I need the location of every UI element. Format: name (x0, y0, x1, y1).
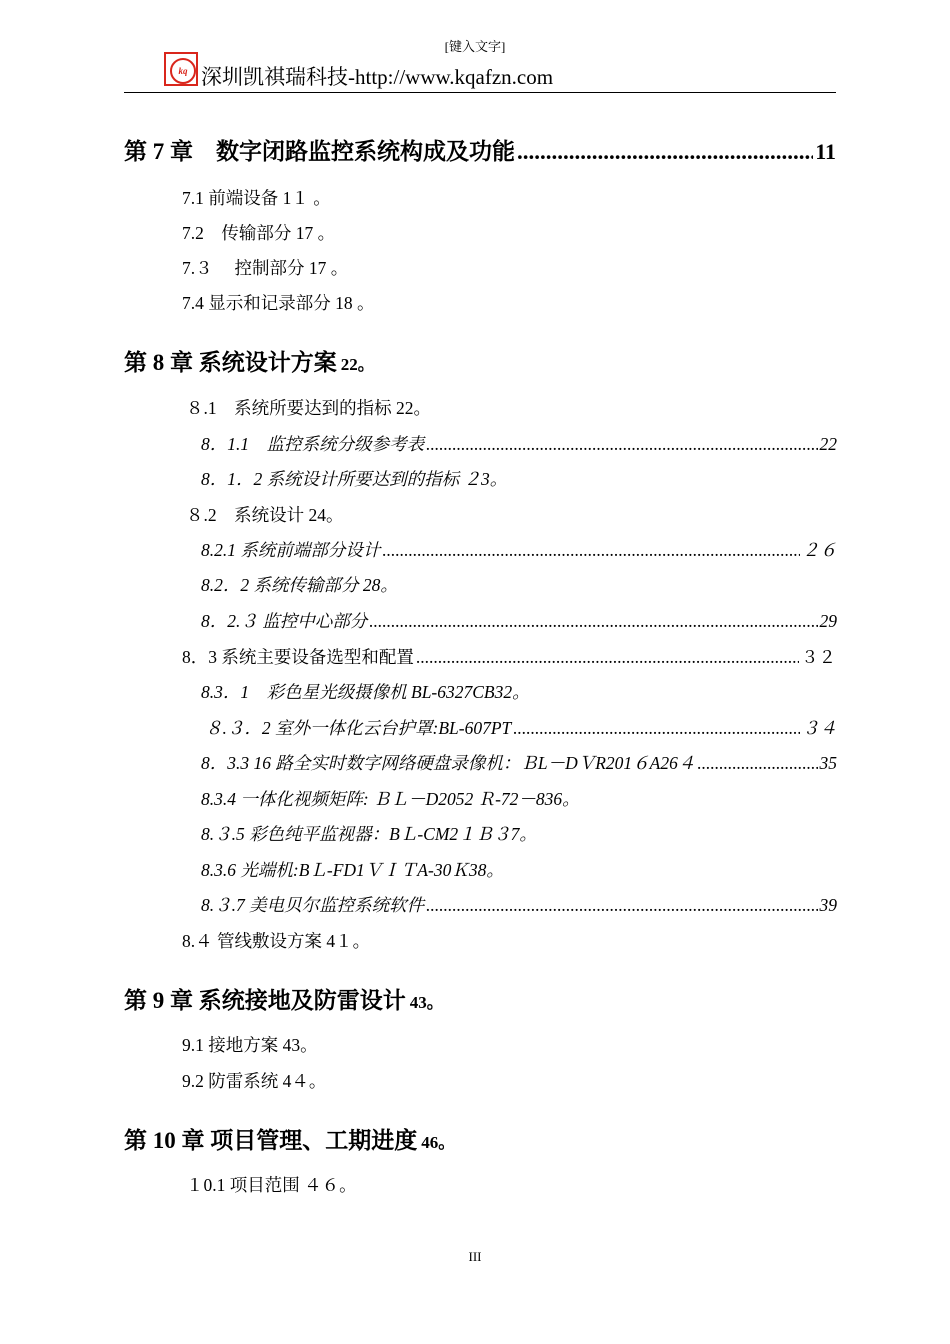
toc-title: 9.2 防雷系统 4４。 (182, 1071, 327, 1091)
toc-title: 第 10 章 项目管理、工期进度 (124, 1128, 418, 1153)
dot-leader (517, 139, 813, 165)
toc-page: 46。 (421, 1133, 456, 1152)
toc-section-8-1[interactable] (186, 395, 431, 420)
toc-title: １0.1 项目范围 ４６。 (186, 1175, 357, 1195)
toc-title: ８.2 系统设计 24。 (186, 505, 344, 525)
toc-page: 22 (819, 434, 837, 454)
toc-title: ８.1 系统所要达到的指标 22。 (186, 398, 431, 418)
toc-title: 第 8 章 系统设计方案 (124, 350, 337, 375)
toc-page: ３２ (801, 647, 836, 667)
toc-title: 9.1 接地方案 43。 (182, 1035, 318, 1055)
toc-section-9-2[interactable] (182, 1068, 326, 1093)
toc-section-8-3[interactable] (182, 644, 836, 669)
toc-title: ８.３．2 室外一体化云台护罩:BL-607PT (205, 718, 512, 738)
header-divider (124, 92, 836, 93)
toc-section-8-3-7[interactable] (201, 892, 837, 917)
toc-title: 第 7 章 数字闭路监控系统构成及功能 (124, 139, 515, 164)
toc-title: 8．2.３ 监控中心部分 (201, 611, 368, 631)
toc-title: 7.2 传输部分 17 。 (182, 223, 336, 243)
dot-leader (426, 434, 817, 455)
toc-title: 8.４ 管线敷设方案 4１。 (182, 931, 371, 951)
toc-section-9-1[interactable] (182, 1032, 318, 1057)
dot-leader (426, 895, 817, 916)
toc-section-7-1[interactable] (182, 185, 331, 210)
toc-page: ３４ (802, 718, 837, 738)
page-number: III (468, 1249, 482, 1264)
toc-section-8-1-2[interactable] (201, 466, 507, 491)
toc-title: 7.4 显示和记录部分 18 。 (182, 293, 375, 313)
toc-section-8-3-6[interactable] (201, 857, 504, 882)
dot-leader (382, 540, 800, 561)
toc-page: ２６ (802, 540, 837, 560)
toc-chapter-7[interactable] (124, 133, 836, 166)
toc-page: 22。 (340, 355, 375, 374)
toc-chapter-8[interactable] (124, 344, 375, 377)
toc-title: 7.1 前端设备 1１ 。 (182, 188, 331, 208)
toc-title: 7.３ 控制部分 17 。 (182, 258, 349, 278)
toc-section-7-4[interactable] (182, 290, 375, 315)
toc-title: 第 9 章 系统接地及防雷设计 (124, 988, 406, 1013)
toc-section-8-3-5[interactable] (201, 821, 537, 846)
header-site: 深圳凯祺瑞科技-http://www.kqafzn.com (201, 65, 554, 89)
toc-title: 8．3.3 16 路全实时数字网络硬盘录像机：ＢL－DＶR201６A26４ (201, 753, 696, 773)
toc-title: 8.3.4 一体化视频矩阵: ＢＬ－D2052 Ｒ-72－836。 (201, 789, 580, 809)
dot-leader (697, 753, 817, 774)
toc-title: 8.3.6 光端机:BＬ-FD1ＶＩＴA-30Ｋ38。 (201, 860, 504, 880)
toc-page: 35 (819, 753, 837, 773)
toc-title: 8.3．1 彩色星光级摄像机 BL-6327CB32。 (201, 682, 530, 702)
toc-page: 29 (819, 611, 837, 631)
toc-title: 8.３.5 彩色纯平监视器：BＬ-CM2１Ｂ３7。 (201, 824, 537, 844)
toc-section-7-3[interactable] (182, 255, 348, 280)
toc-chapter-9[interactable] (124, 982, 444, 1015)
company-logo (164, 52, 198, 86)
dot-leader (513, 718, 800, 739)
toc-page: 39 (819, 895, 837, 915)
toc-section-8-3-3[interactable] (201, 750, 837, 775)
logo-mark: kq (170, 58, 196, 84)
toc-title: 8.2．2 系统传输部分 28。 (201, 575, 398, 595)
toc-section-8-3-1[interactable] (201, 679, 530, 704)
toc-section-7-2[interactable] (182, 220, 335, 245)
toc-section-8-3-4[interactable] (201, 786, 580, 811)
dot-leader (416, 647, 799, 668)
toc-chapter-10[interactable] (124, 1122, 455, 1155)
toc-section-10-1[interactable] (186, 1172, 357, 1197)
toc-title: 8.３.7 美电贝尔监控系统软件 (201, 895, 425, 915)
toc-section-8-3-2[interactable] (205, 715, 837, 740)
toc-title: 8．1．2 系统设计所要达到的指标 ２3。 (201, 469, 508, 489)
toc-title: 8．1.1 监控系统分级参考表 (201, 434, 425, 454)
toc-page: 11 (815, 139, 836, 164)
toc-section-8-4[interactable] (182, 928, 370, 953)
toc-section-8-2-3[interactable] (201, 608, 837, 633)
toc-section-8-2-1[interactable] (201, 537, 837, 562)
toc-section-8-2[interactable] (186, 502, 344, 527)
toc-section-8-2-2[interactable] (201, 572, 398, 597)
toc-title: 8．3 系统主要设备选型和配置 (182, 647, 414, 667)
toc-section-8-1-1[interactable] (201, 431, 837, 456)
toc-title: 8.2.1 系统前端部分设计 (201, 540, 381, 560)
toc-page: 43。 (409, 993, 444, 1012)
header-note: [键入文字] (444, 39, 506, 54)
dot-leader (369, 611, 817, 632)
